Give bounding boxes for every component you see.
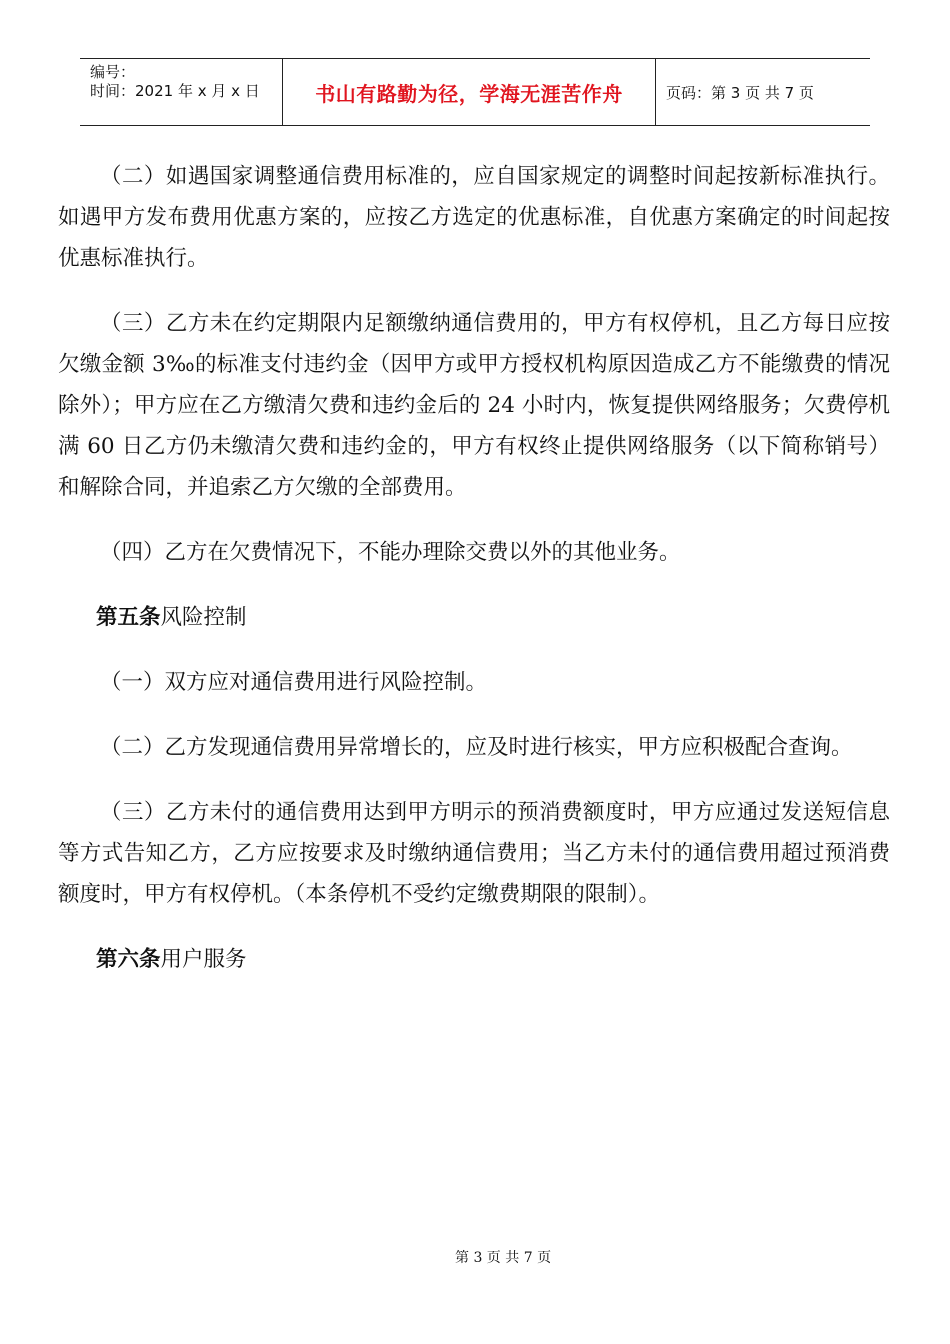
page-footer: 第 3 页 共 7 页: [455, 1250, 552, 1266]
paragraph: （一）双方应对通信费用进行风险控制。: [100, 670, 488, 695]
header-page-info: 页码：第 3 页 共 7 页: [666, 83, 814, 102]
section-heading-5: [58, 597, 890, 638]
section-number: 第六条: [96, 947, 161, 972]
paragraph: （四）乙方在欠费情况下，不能办理除交费以外的其他业务。: [100, 540, 681, 565]
section-title: 用户服务: [160, 947, 247, 972]
section-title: 风险控制: [160, 605, 247, 630]
page-header: [80, 58, 870, 126]
paragraph: （二）乙方发现通信费用异常增长的，应及时进行核实，甲方应积极配合查询。: [100, 735, 853, 760]
paragraph: （二）如遇国家调整通信费用标准的，应自国家规定的调整时间起按新标准执行。如遇甲方发布费用优惠方案的，应按乙方选定的优惠标准，自优惠方案确定的时间起按优惠标准执行。: [58, 164, 890, 271]
paragraph: （三）乙方未付的通信费用达到甲方明示的预消费额度时，甲方应通过发送短信息等方式告知乙方，乙方应按要求及时缴纳通信费用；当乙方未付的通信费用超过预消费额度时，甲方有权停机。（本条停机不受约定缴费期限的限制）。: [58, 800, 890, 907]
header-motto: 书山有路勤为径，学海无涯苦作舟: [282, 59, 656, 125]
paragraph: （三）乙方未在约定期限内足额缴纳通信费用的，甲方有权停机，且乙方每日应按欠缴金额 3‰的标准支付违约金（因甲方或甲方授权机构原因造成乙方不能缴费的情况除外）；甲方应在乙方缴清欠费和违约金后的 24 小时内，恢复提供网络服务；欠费停机满 60 日乙方仍未缴清欠费和违约金的，甲方有权终止提供网络服务（以下简称销号）和解除合同，并追索乙方欠缴的全部费用。: [58, 311, 890, 500]
serial-number-label: 编号：: [90, 63, 136, 81]
document-body: [58, 156, 890, 1004]
section-heading-6: [58, 939, 890, 980]
header-meta: [80, 59, 282, 125]
date-line: 时间：2021 年 x 月 x 日: [90, 82, 260, 100]
section-number: 第五条: [96, 605, 161, 630]
